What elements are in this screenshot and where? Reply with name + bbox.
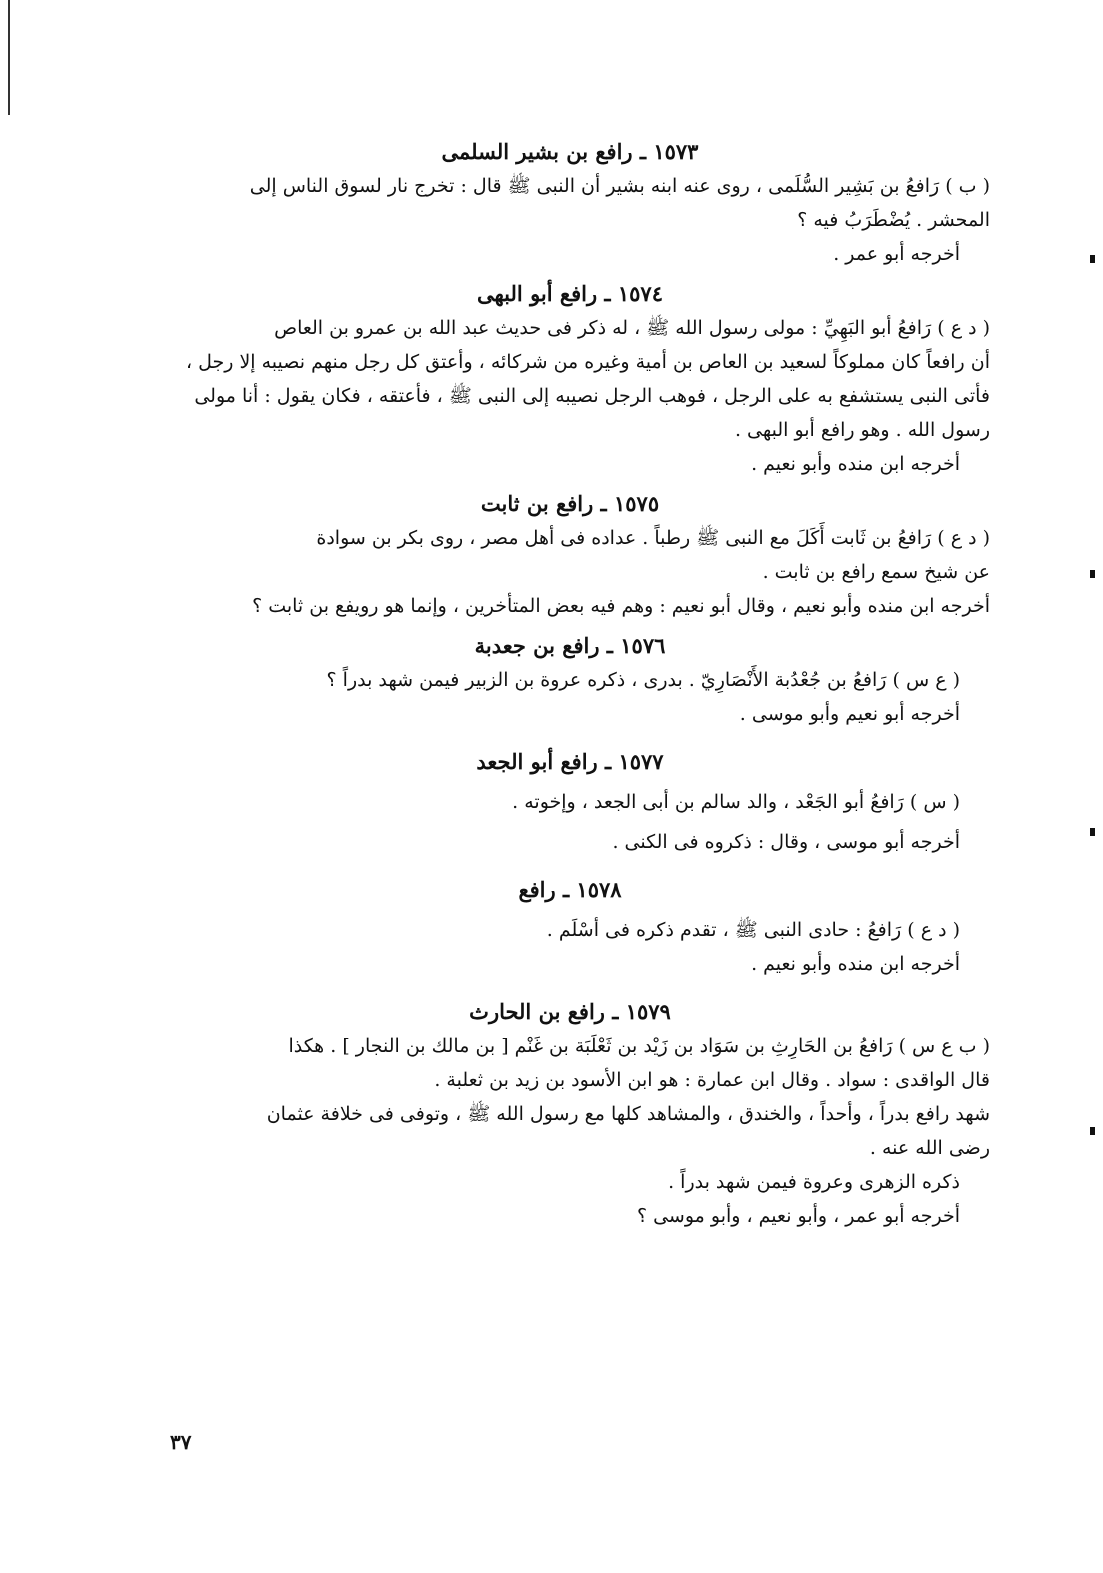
scan-speck	[1090, 255, 1095, 263]
scan-speck	[1090, 1127, 1095, 1135]
entry-1579	[150, 995, 990, 1233]
entry-heading: ١٥٧٨ ـ رافع	[518, 877, 622, 902]
document-page	[150, 135, 990, 1233]
entry-1574	[150, 277, 990, 481]
scan-edge-line	[8, 0, 10, 115]
entry-source: أخرجه أبو نعيم وأبو موسى .	[739, 703, 960, 725]
entry-1576	[150, 629, 990, 731]
entry-line: فأتى النبى يستشفع به على الرجل ، فوهب الرجل نصيبه إلى النبى ﷺ ، فأعتقه ، فكان يقول : أنا مولى	[194, 385, 990, 407]
entry-line: ( د ع ) رَافعُ أبو البَهِيِّ : مولى رسول الله ﷺ ، له ذكر فى حديث عبد الله بن عمرو بن العاص	[274, 317, 990, 339]
entry-line: عن شيخ سمع رافع بن ثابت .	[762, 561, 990, 583]
entry-heading: ١٥٧٣ ـ رافع بن بشير السلمى	[441, 139, 699, 164]
page-number: ٣٧	[170, 1430, 192, 1454]
entry-1578	[150, 873, 990, 981]
entry-heading: ١٥٧٧ ـ رافع أبو الجعد	[476, 749, 664, 774]
entry-heading: ١٥٧٩ ـ رافع بن الحارث	[469, 999, 671, 1024]
entry-heading: ١٥٧٦ ـ رافع بن جعدبة	[474, 633, 666, 658]
entry-source: أخرجه أبو موسى ، وقال : ذكروه فى الكنى .	[612, 831, 960, 853]
entry-line: شهد رافع بدراً ، وأحداً ، والخندق ، والمشاهد كلها مع رسول الله ﷺ ، وتوفى فى خلافة عثمان	[266, 1103, 990, 1125]
entry-line: ذكره الزهرى وعروة فيمن شهد بدراً .	[668, 1171, 960, 1193]
entry-line: رضى الله عنه .	[869, 1137, 990, 1159]
entry-line: رسول الله . وهو رافع أبو البهى .	[734, 419, 990, 441]
entry-source: أخرجه ابن منده وأبو نعيم .	[751, 453, 960, 475]
entry-1573	[150, 135, 990, 271]
entry-line: ( س ) رَافعُ أبو الجَعْد ، والد سالم بن أبى الجعد ، وإخوته .	[512, 791, 960, 813]
entry-line: المحشر . يُضْطَرَبُ فيه ؟	[797, 209, 990, 231]
entry-line: أن رافعاً كان مملوكاً لسعيد بن العاص بن أمية وغيره من شركائه ، وأعتق كل رجل منهم نصيبه إلا رجل ،	[185, 351, 990, 373]
entry-source: أخرجه ابن منده وأبو نعيم .	[751, 953, 960, 975]
entry-source: أخرجه أبو عمر ، وأبو نعيم ، وأبو موسى ؟	[636, 1205, 960, 1227]
entry-line: ( ب ) رَافعُ بن بَشِير السُّلَمى ، روى عنه ابنه بشير أن النبى ﷺ قال : تخرج نار لسوق الناس إلى	[249, 175, 990, 197]
entry-line: ( ب ع س ) رَافعُ بن الحَارِثِ بن سَوَاد بن زَيْد بن ثَعْلَبَة بن غَنْم [ بن مالك بن النجار ] . هكذا	[288, 1035, 990, 1057]
entry-source: أخرجه ابن منده وأبو نعيم ، وقال أبو نعيم : وهم فيه بعض المتأخرين ، وإنما هو رويفع بن ثابت ؟	[252, 595, 990, 617]
entry-1577	[150, 745, 990, 859]
entry-line: ( ع س ) رَافعُ بن جُعْدُبة الأَنْصَارِيّ . بدرى ، ذكره عروة بن الزبير فيمن شهد بدراً ؟	[326, 669, 960, 691]
scan-speck	[1090, 828, 1095, 836]
entry-line: قال الواقدى : سواد . وقال ابن عمارة : هو ابن الأسود بن زيد بن ثعلبة .	[434, 1069, 990, 1091]
entry-1575	[150, 487, 990, 623]
entry-line: ( د ع ) رَافعُ : حادى النبى ﷺ ، تقدم ذكره فى أسْلَم .	[546, 919, 960, 941]
scan-speck	[1090, 570, 1095, 578]
entry-source: أخرجه أبو عمر .	[833, 243, 960, 265]
entry-heading: ١٥٧٤ ـ رافع أبو البهى	[477, 281, 663, 306]
entry-line: ( د ع ) رَافعُ بن ثَابت أَكَلَ مع النبى ﷺ رطباً . عداده فى أهل مصر ، روى بكر بن سوادة	[316, 527, 990, 549]
entry-heading: ١٥٧٥ ـ رافع بن ثابت	[480, 491, 660, 516]
